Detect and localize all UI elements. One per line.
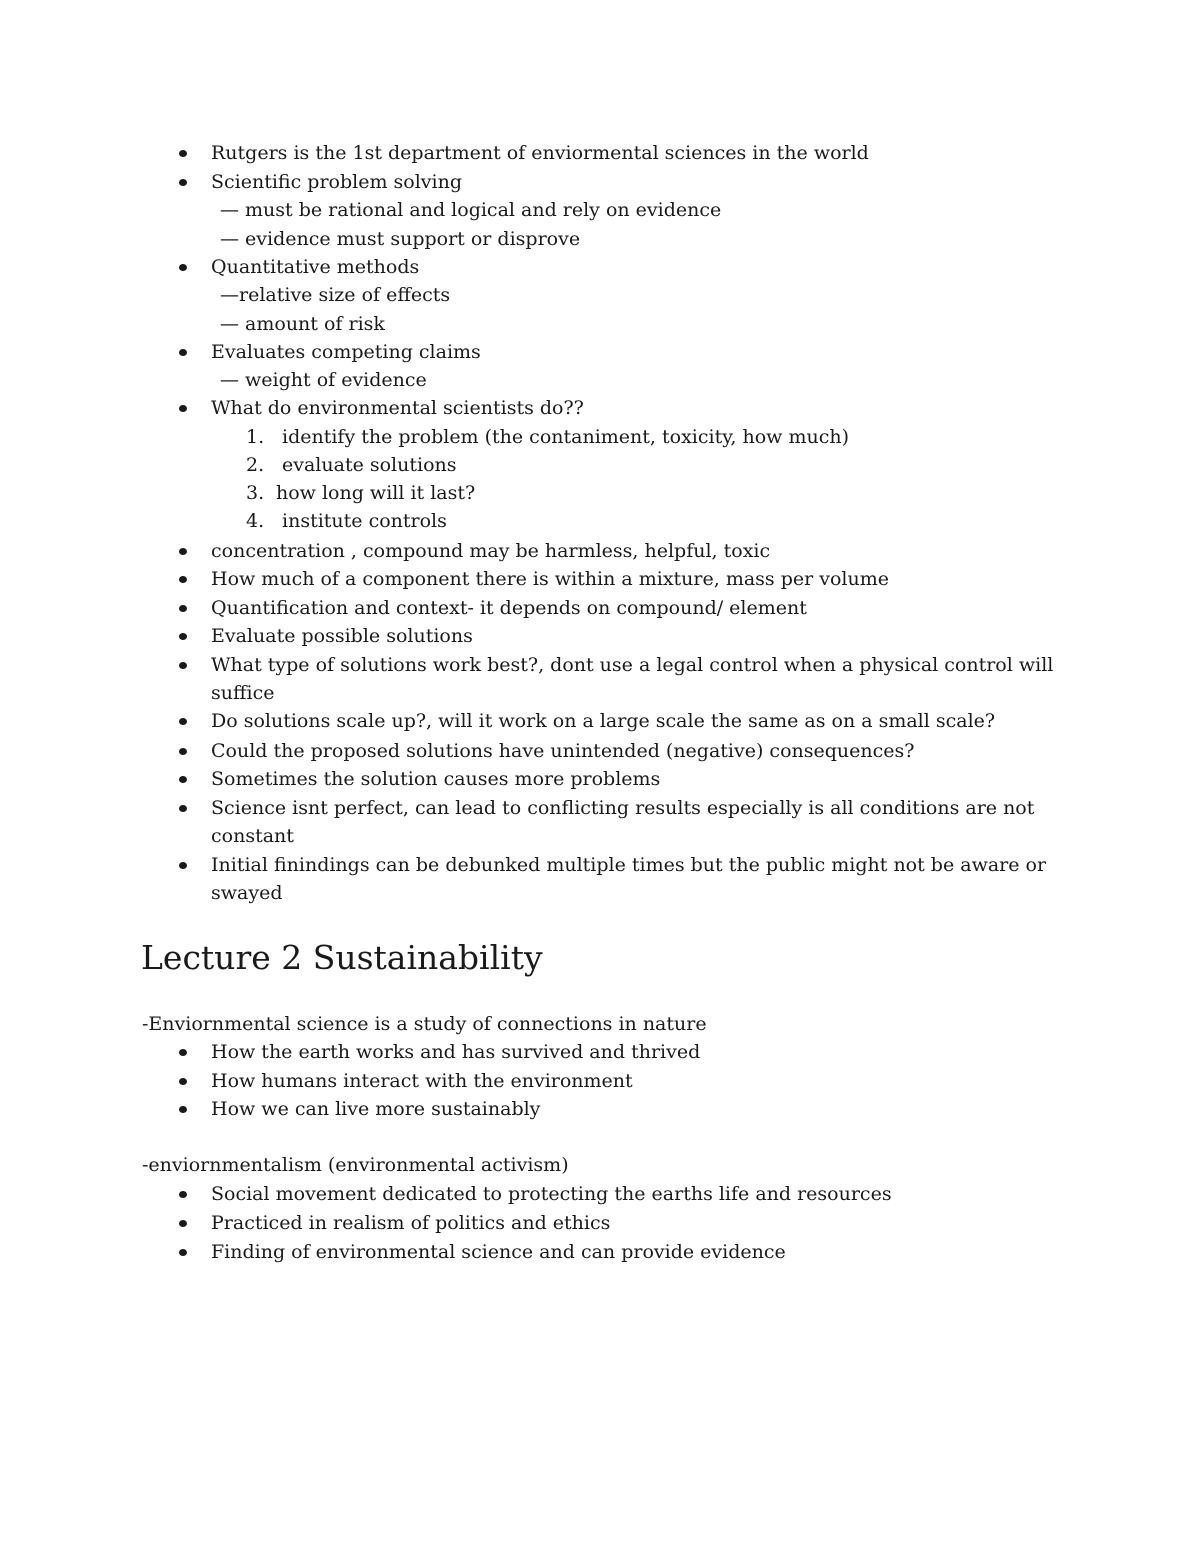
bullet-item-continuation: constant [211, 825, 294, 847]
bullet-item: Evaluates competing claims [211, 338, 481, 367]
item-text: institute controls [282, 510, 447, 532]
bullet-item: Could the proposed solutions have unintended (negative) consequences? [211, 737, 914, 766]
sub-item: — amount of risk [220, 313, 385, 335]
sub-item: —relative size of effects [220, 284, 451, 306]
section-heading: Lecture 2 Sustainability [141, 938, 543, 977]
bullet-item: Do solutions scale up?, will it work on a large scale the same as on a small scale? [211, 707, 995, 736]
bullet-item: Finding of environmental science and can provide evidence [211, 1238, 786, 1267]
numbered-item [246, 507, 447, 536]
numbered-item [246, 479, 475, 508]
bullet-item: Quantification and context- it depends on compound/ element [211, 594, 807, 623]
bullet-item: Quantitative methods [211, 253, 419, 282]
bullet-item: How the earth works and has survived and thrived [211, 1038, 700, 1067]
bullet-item: concentration , compound may be harmless, helpful, toxic [211, 537, 770, 566]
sub-item: — must be rational and logical and rely on evidence [220, 199, 722, 221]
bullet-item: Evaluate possible solutions [211, 622, 473, 651]
sub-item: — evidence must support or disprove [220, 228, 581, 250]
bullet-item: Social movement dedicated to protecting the earths life and resources [211, 1180, 892, 1209]
item-number: 1. [246, 426, 265, 448]
item-text: identify the problem (the contaniment, toxicity, how much) [282, 426, 850, 448]
bullet-item: How we can live more sustainably [211, 1095, 540, 1124]
paragraph: -Enviornmental science is a study of connections in nature [142, 1013, 707, 1035]
bullet-item: Sometimes the solution causes more problems [211, 765, 660, 794]
bullet-item: What type of solutions work best?, dont use a legal control when a physical control will [211, 651, 1053, 680]
bullet-item-continuation: suffice [211, 682, 275, 704]
bullet-item: What do environmental scientists do?? [211, 394, 584, 423]
paragraph: -enviornmentalism (environmental activism) [142, 1154, 569, 1176]
item-number: 2. [246, 454, 265, 476]
bullet-item: Scientific problem solving [211, 168, 462, 197]
item-number: 4. [246, 510, 265, 532]
bullet-item: Science isnt perfect, can lead to conflicting results especially is all conditions are not [211, 794, 1034, 823]
bullet-item: How humans interact with the environment [211, 1067, 633, 1096]
numbered-item [246, 451, 457, 480]
bullet-item: How much of a component there is within a mixture, mass per volume [211, 565, 889, 594]
numbered-item [246, 423, 849, 452]
item-text: evaluate solutions [282, 454, 457, 476]
bullet-item: Practiced in realism of politics and ethics [211, 1209, 610, 1238]
sub-item: — weight of evidence [220, 369, 427, 391]
bullet-item-continuation: swayed [211, 882, 283, 904]
bullet-item: Initial finindings can be debunked multiple times but the public might not be aware or [211, 851, 1046, 880]
bullet-item: Rutgers is the 1st department of enviormental sciences in the world [211, 139, 869, 168]
item-text: how long will it last? [276, 482, 476, 504]
item-number: 3. [246, 482, 265, 504]
